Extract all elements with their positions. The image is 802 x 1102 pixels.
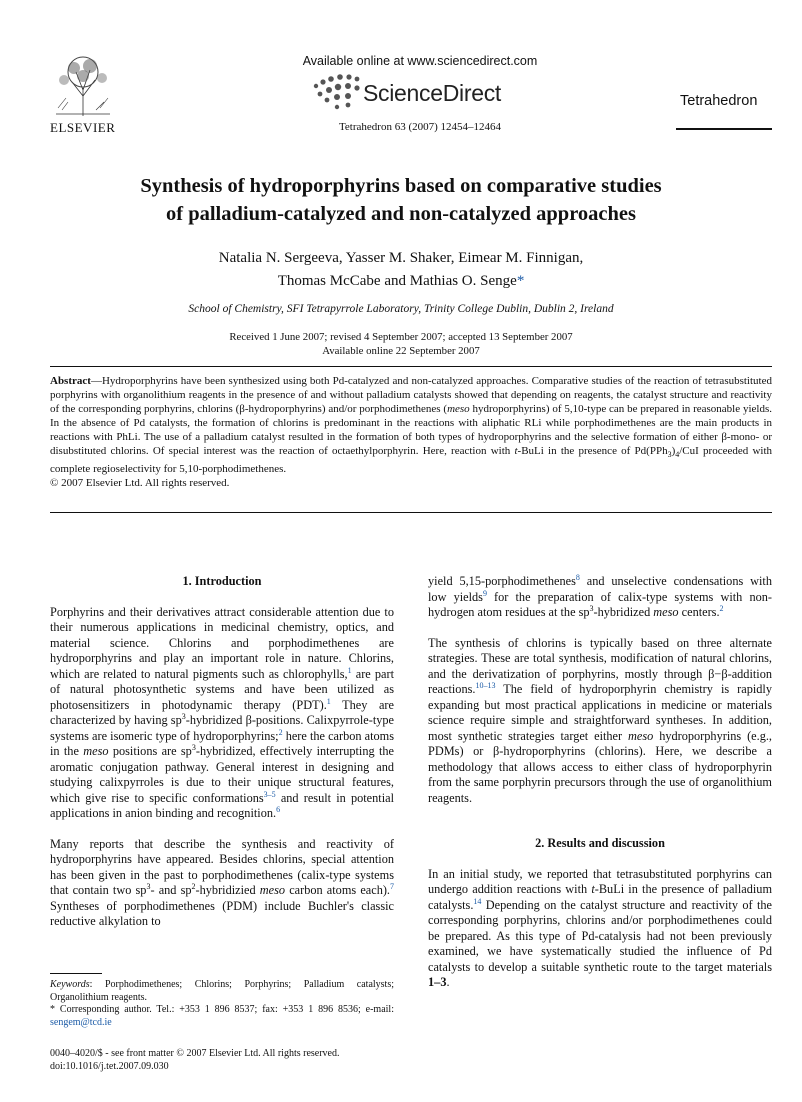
abstract-text-a: —Hydroporphyrins have been synthesized using both Pd-catalyzed and non-catalyzed approaches. Comparative studies of the reaction of tetrasubstituted porphyrins with organolithium reagents in the presence of and without palladium catalysts showed that depending on reagents, the catalyst structure and reactivity of the corresponding porphyrins, chlorins (β-hydroporphyrins) and/or porphodimethenes ( <box>50 375 772 415</box>
abstract-t: t <box>514 445 518 457</box>
s1p2-t5: Syntheses of porphodimethenes (PDM) include Buchler's classic reductive alkylation to <box>50 898 394 928</box>
ref-link[interactable]: 14 <box>473 896 482 906</box>
ref-link[interactable]: 9 <box>482 588 487 598</box>
s1p1-t2: are part of natural photosynthetic systems and have been utilized as photosensitizers in photodynamic therapy (PDT). <box>50 666 394 712</box>
superscript: 3 <box>589 603 594 613</box>
publisher-name: ELSEVIER <box>50 120 116 135</box>
keywords-label: Keywords <box>50 979 90 990</box>
keywords <box>50 979 394 1004</box>
abstract-text-d: ) <box>671 445 676 457</box>
affiliation: School of Chemistry, SFI Tetrapyrrole Laboratory, Trinity College Dublin, Dublin 2, Ireland <box>188 303 614 315</box>
intro-paragraph-4 <box>428 636 772 807</box>
article-dates <box>100 330 702 358</box>
s1p2-t2: - and sp <box>150 883 192 897</box>
abstract-sub-4: 4 <box>675 450 680 460</box>
meso-italic: meso <box>628 728 654 743</box>
authors-line-1: Natalia N. Sergeeva, Yasser M. Shaker, Eimear M. Finnigan, <box>218 250 584 266</box>
journal-reference: Tetrahedron 63 (2007) 12454–12464 <box>338 121 502 133</box>
compound-ref: 3 <box>440 975 447 989</box>
s1p3-t2: and unselective condensations with low yields <box>428 574 772 604</box>
email-link[interactable]: sengem@tcd.ie <box>50 1016 112 1028</box>
s1p1-t6: positions are sp <box>108 744 192 758</box>
abstract-sub-3: 3 <box>667 450 672 460</box>
s1p4-t3: hydroporphyrins (e.g., PDMs) or β-hydroporphyrins (chlorins). Here, we describe a methodology that allows access to either class of hydroporphyrin from the same porphyrin precursors through the use of organolithium reagents. <box>428 728 772 805</box>
compound-dash: – <box>434 975 441 989</box>
intro-paragraph-1 <box>50 605 394 822</box>
ref-link[interactable]: 1 <box>347 665 352 675</box>
ref-link[interactable]: 6 <box>276 804 281 814</box>
abstract-text-b: hydroporphyrins) of 5,10-type can be prepared in reasonable yields. In the absence of Pd catalysts, the formation of chlorins is predominant in the reactions with aliphatic RLi while porphodimethenes are the main products in reactions with PhLi. The use of a palladium catalyst resulted in the formation of both types of hydroporphyrins and the selective formation of either β-mono- or disubstituted chlorins. Of special interest was the reaction of octaethylporphyrin. Here, reaction with <box>50 403 772 457</box>
s1p2-t3: -hybridizied <box>195 883 260 897</box>
ref-link[interactable]: 2 <box>719 603 724 613</box>
s1p1-t4: -hybridized β-positions. Calixpyrrole-type systems are isomeric type of hydroporphyrins; <box>50 713 395 743</box>
journal-rule <box>676 128 772 130</box>
ref-link[interactable]: 3–5 <box>263 789 276 799</box>
abstract-meso: meso <box>447 403 470 415</box>
footer <box>50 1047 394 1073</box>
footnote-rule <box>50 973 102 974</box>
s1p1-t3: They are characterized by having sp <box>50 697 394 727</box>
s1p3-t4: -hybridized <box>593 605 654 619</box>
s1p3-t1: yield 5,15-porphodimethenes <box>428 574 576 588</box>
superscript: 3 <box>146 881 151 891</box>
ref-link[interactable]: 8 <box>575 572 580 582</box>
abstract-copyright: © 2007 Elsevier Ltd. All rights reserved. <box>50 477 230 490</box>
doi-line[interactable]: doi:10.1016/j.tet.2007.09.030 <box>50 1061 169 1072</box>
s1p1-t8: and result in potential applications in anion binding and recognition. <box>50 790 394 820</box>
s2p1-t2: -BuLi in the presence of palladium catalysts. <box>428 882 773 912</box>
right-column <box>428 574 772 991</box>
compound-ref: 1 <box>428 975 435 989</box>
ref-link[interactable]: 1 <box>326 696 331 706</box>
authors-line-2 <box>100 270 702 293</box>
article-title <box>40 172 762 228</box>
s1p4-t2: The field of hydroporphyrin chemistry is rapidly expanding but most practical applications in medicine or materials science require simple and straightforward syntheses. In addition, most synthetic strategies target either <box>428 682 772 743</box>
results-paragraph-1 <box>428 867 772 991</box>
s2p1-t4: . <box>446 975 450 989</box>
meso-italic: meso <box>259 883 286 897</box>
title-line-1: Synthesis of hydroporphyrins based on comparative studies <box>140 175 662 197</box>
superscript: 3 <box>181 711 186 721</box>
s1p3-t5: centers. <box>678 605 720 619</box>
superscript: 3 <box>191 742 196 752</box>
elsevier-tree-logo <box>50 52 116 118</box>
corresponding-author-note <box>50 1004 394 1029</box>
section-2-heading: 2. Results and discussion <box>535 836 665 850</box>
corr-text: Corresponding author. Tel.: +353 1 896 8537; fax: +353 1 896 8536; e-mail: <box>55 1004 394 1016</box>
ref-link[interactable]: 10–13 <box>475 680 496 690</box>
issn-line: 0040–4020/$ - see front matter © 2007 Elsevier Ltd. All rights reserved. <box>50 1048 340 1059</box>
title-line-2: of palladium-catalyzed and non-catalyzed approaches <box>166 203 636 225</box>
available-online: Available online at www.sciencedirect.com <box>302 54 538 68</box>
s1p2-t4: carbon atoms each). <box>285 883 391 897</box>
superscript: 2 <box>191 881 196 891</box>
left-column <box>50 574 394 930</box>
corr-mark: * <box>50 1004 55 1016</box>
s1p2-t1: Many reports that describe the synthesis and reactivity of hydroporphyrins have appeared. Besides chlorins, special attention has been given in the past to porphodimethenes (calix-type systems that contain two sp <box>50 836 394 897</box>
ref-link[interactable]: 7 <box>390 881 395 891</box>
abstract-bottom-rule <box>50 512 772 513</box>
s2p1-t1: In an initial study, we reported that tetrasubstituted porphyrins can undergo addition reactions with <box>428 866 772 896</box>
abstract-label: Abstract <box>50 375 91 387</box>
meso-italic: meso <box>83 744 109 758</box>
s1p3-t3: for the preparation of calix-type systems with non-hydrogen atom residues at the sp <box>428 589 772 619</box>
section-1-heading: 1. Introduction <box>182 574 262 588</box>
s1p4-t1: The synthesis of chlorins is typically based on three alternate strategies. These are total synthesis, modification of natural chlorins, and the derivatization of porphyrins, mostly through β−β-addition reactions. <box>428 635 772 696</box>
footnotes <box>50 979 394 1029</box>
authors-line-2-text: Thomas McCabe and Mathias O. Senge <box>277 273 517 289</box>
s1p1-t7: -hybridized, effectively interrupting the aromatic conjugation pathway. General interest in designing and studying calixpyrroles is due to their unique structural features, which give rise to specific conformations <box>50 744 394 805</box>
s1p1-t5: here the carbon atoms in the <box>50 728 394 758</box>
abstract <box>50 374 772 490</box>
meso-italic: meso <box>653 605 679 619</box>
intro-paragraph-2 <box>50 837 394 930</box>
t-italic: t <box>591 882 595 896</box>
keywords-text: : Porphodimethenes; Chlorins; Porphyrins; Palladium catalysts; Organolithium reagents. <box>50 979 394 1003</box>
s2p1-t3: Depending on the catalyst structure and reactivity of the corresponding porphyrins, chlorins and/or porphodimethenes could be prepared. As this type of Pd-catalysis had not been previously examined, we have systematically studied the influence of Pd catalysts to develop a suitable synthetic route to the target materials <box>428 897 772 974</box>
ref-link[interactable]: 2 <box>278 727 283 737</box>
sciencedirect-wordmark: ScienceDirect <box>363 80 501 106</box>
abstract-text-c: -BuLi in the presence of Pd(PPh <box>517 445 668 457</box>
available-date: Available online 22 September 2007 <box>322 345 480 357</box>
author-list <box>100 247 702 293</box>
journal-name: Tetrahedron <box>680 93 758 109</box>
abstract-top-rule <box>50 366 772 367</box>
abstract-text-e: /CuI proceeded with complete regioselectivity for 5,10-porphodimethenes. <box>50 445 772 476</box>
corresponding-author-link[interactable]: * <box>516 273 525 289</box>
received-dates: Received 1 June 2007; revised 4 September 2007; accepted 13 September 2007 <box>229 331 573 343</box>
intro-paragraph-3 <box>428 574 772 621</box>
s1p1-t1: Porphyrins and their derivatives attract considerable attention due to their numerous applications in medicinal chemistry, optics, and material science. Chlorins and porphodimethenes are hydroporphyrins and play an important role in nature. Chlorins, which are related to natural pigments such as chlorophylls, <box>50 604 394 681</box>
